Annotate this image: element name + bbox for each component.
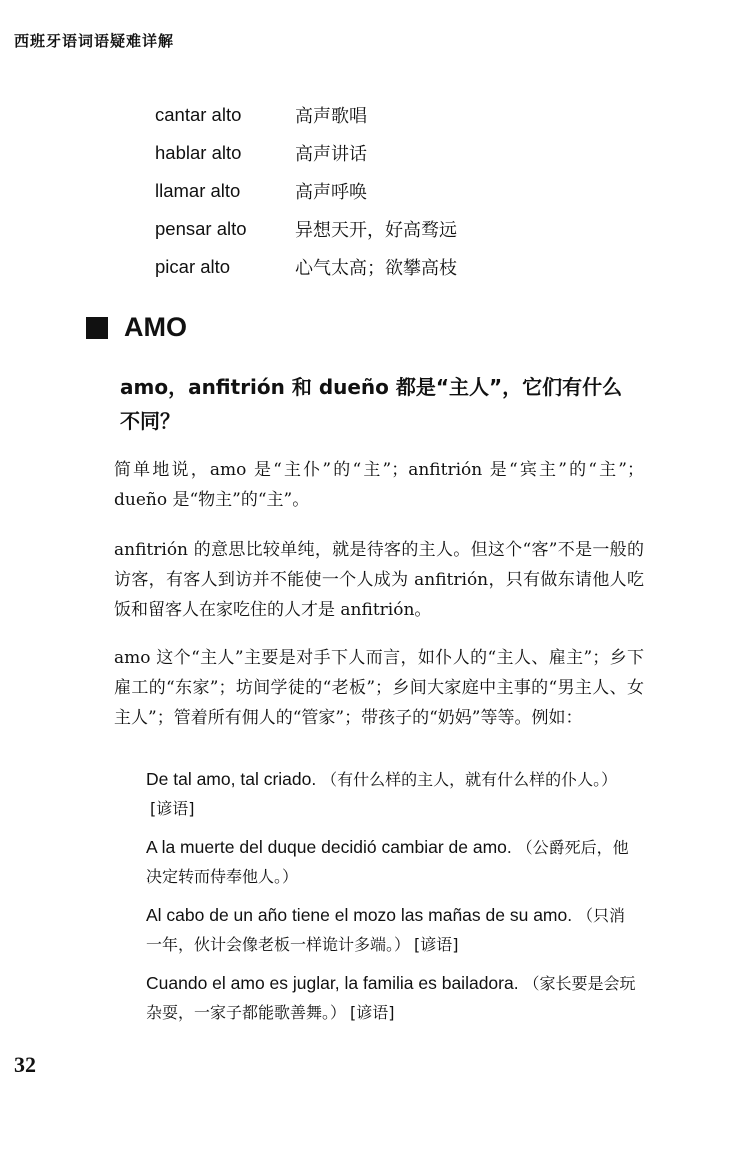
phrase-row (155, 134, 555, 172)
example-spanish: Cuando el amo es juglar, la familia es bailadora. (146, 973, 519, 993)
example-translation: （只消一年，伙计会像老板一样诡计多端。） (146, 906, 625, 954)
section-title: AMO (124, 312, 187, 342)
paragraph: anfitrión 的意思比较单纯，就是待客的主人。但这个“客”不是一般的访客，有客人到访并不能使一个人成为 anfitrión，只有做东请他人吃饭和留客人在家吃住的人才是 anfitrión。 (114, 540, 644, 620)
phrase-row (155, 248, 555, 286)
example-list (146, 765, 640, 1037)
phrase-spanish: llamar alto (155, 180, 241, 201)
phrase-row (155, 210, 555, 248)
example-tag: [谚语] (350, 1003, 395, 1022)
phrase-spanish: pensar alto (155, 218, 247, 239)
paragraph: 简单地说，amo 是“主仆”的“主”；anfitrión 是“宾主”的“主”；dueño 是“物主”的“主”。 (114, 460, 644, 510)
section-heading (86, 312, 187, 343)
phrase-chinese: 高声讲话 (295, 144, 367, 165)
phrase-list (155, 96, 555, 286)
phrase-chinese: 高声歌唱 (295, 106, 367, 127)
example-sentence (146, 969, 640, 1027)
square-bullet-icon (86, 317, 108, 339)
phrase-spanish: hablar alto (155, 142, 242, 163)
paragraph: amo 这个“主人”主要是对手下人而言，如仆人的“主人、雇主”；乡下雇工的“东家”；坊间学徒的“老板”；乡间大家庭中主事的“男主人、女主人”；管着所有佣人的“管家”；带孩子的“奶妈”等等。例如： (114, 648, 644, 728)
phrase-spanish: picar alto (155, 256, 231, 277)
example-translation: （有什么样的主人，就有什么样的仆人。） (321, 770, 618, 789)
phrase-chinese: 心气太高；欲攀高枝 (295, 258, 457, 279)
example-spanish: De tal amo, tal criado. (146, 769, 317, 789)
phrase-row (155, 96, 555, 134)
running-head: 西班牙语词语疑难详解 (14, 32, 175, 50)
example-sentence (146, 901, 640, 959)
phrase-spanish: cantar alto (155, 104, 242, 125)
example-sentence (146, 833, 640, 891)
phrase-row (155, 172, 555, 210)
phrase-chinese: 高声呼唤 (295, 182, 367, 203)
example-spanish: Al cabo de un año tiene el mozo las mañas de su amo. (146, 905, 573, 925)
section-question: amo，anfitrión 和 dueño 都是“主人”，它们有什么不同？ (120, 375, 623, 433)
example-translation: （公爵死后，他决定转而侍奉他人。） (146, 838, 629, 886)
page-number: 32 (14, 1052, 36, 1077)
example-translation: （家长要是会玩杂耍，一家子都能歌善舞。） (146, 974, 636, 1022)
example-tag: [谚语] (150, 799, 195, 818)
example-tag: [谚语] (414, 935, 459, 954)
example-sentence (146, 765, 640, 823)
phrase-chinese: 异想天开，好高骛远 (295, 220, 457, 241)
example-spanish: A la muerte del duque decidió cambiar de amo. (146, 837, 512, 857)
